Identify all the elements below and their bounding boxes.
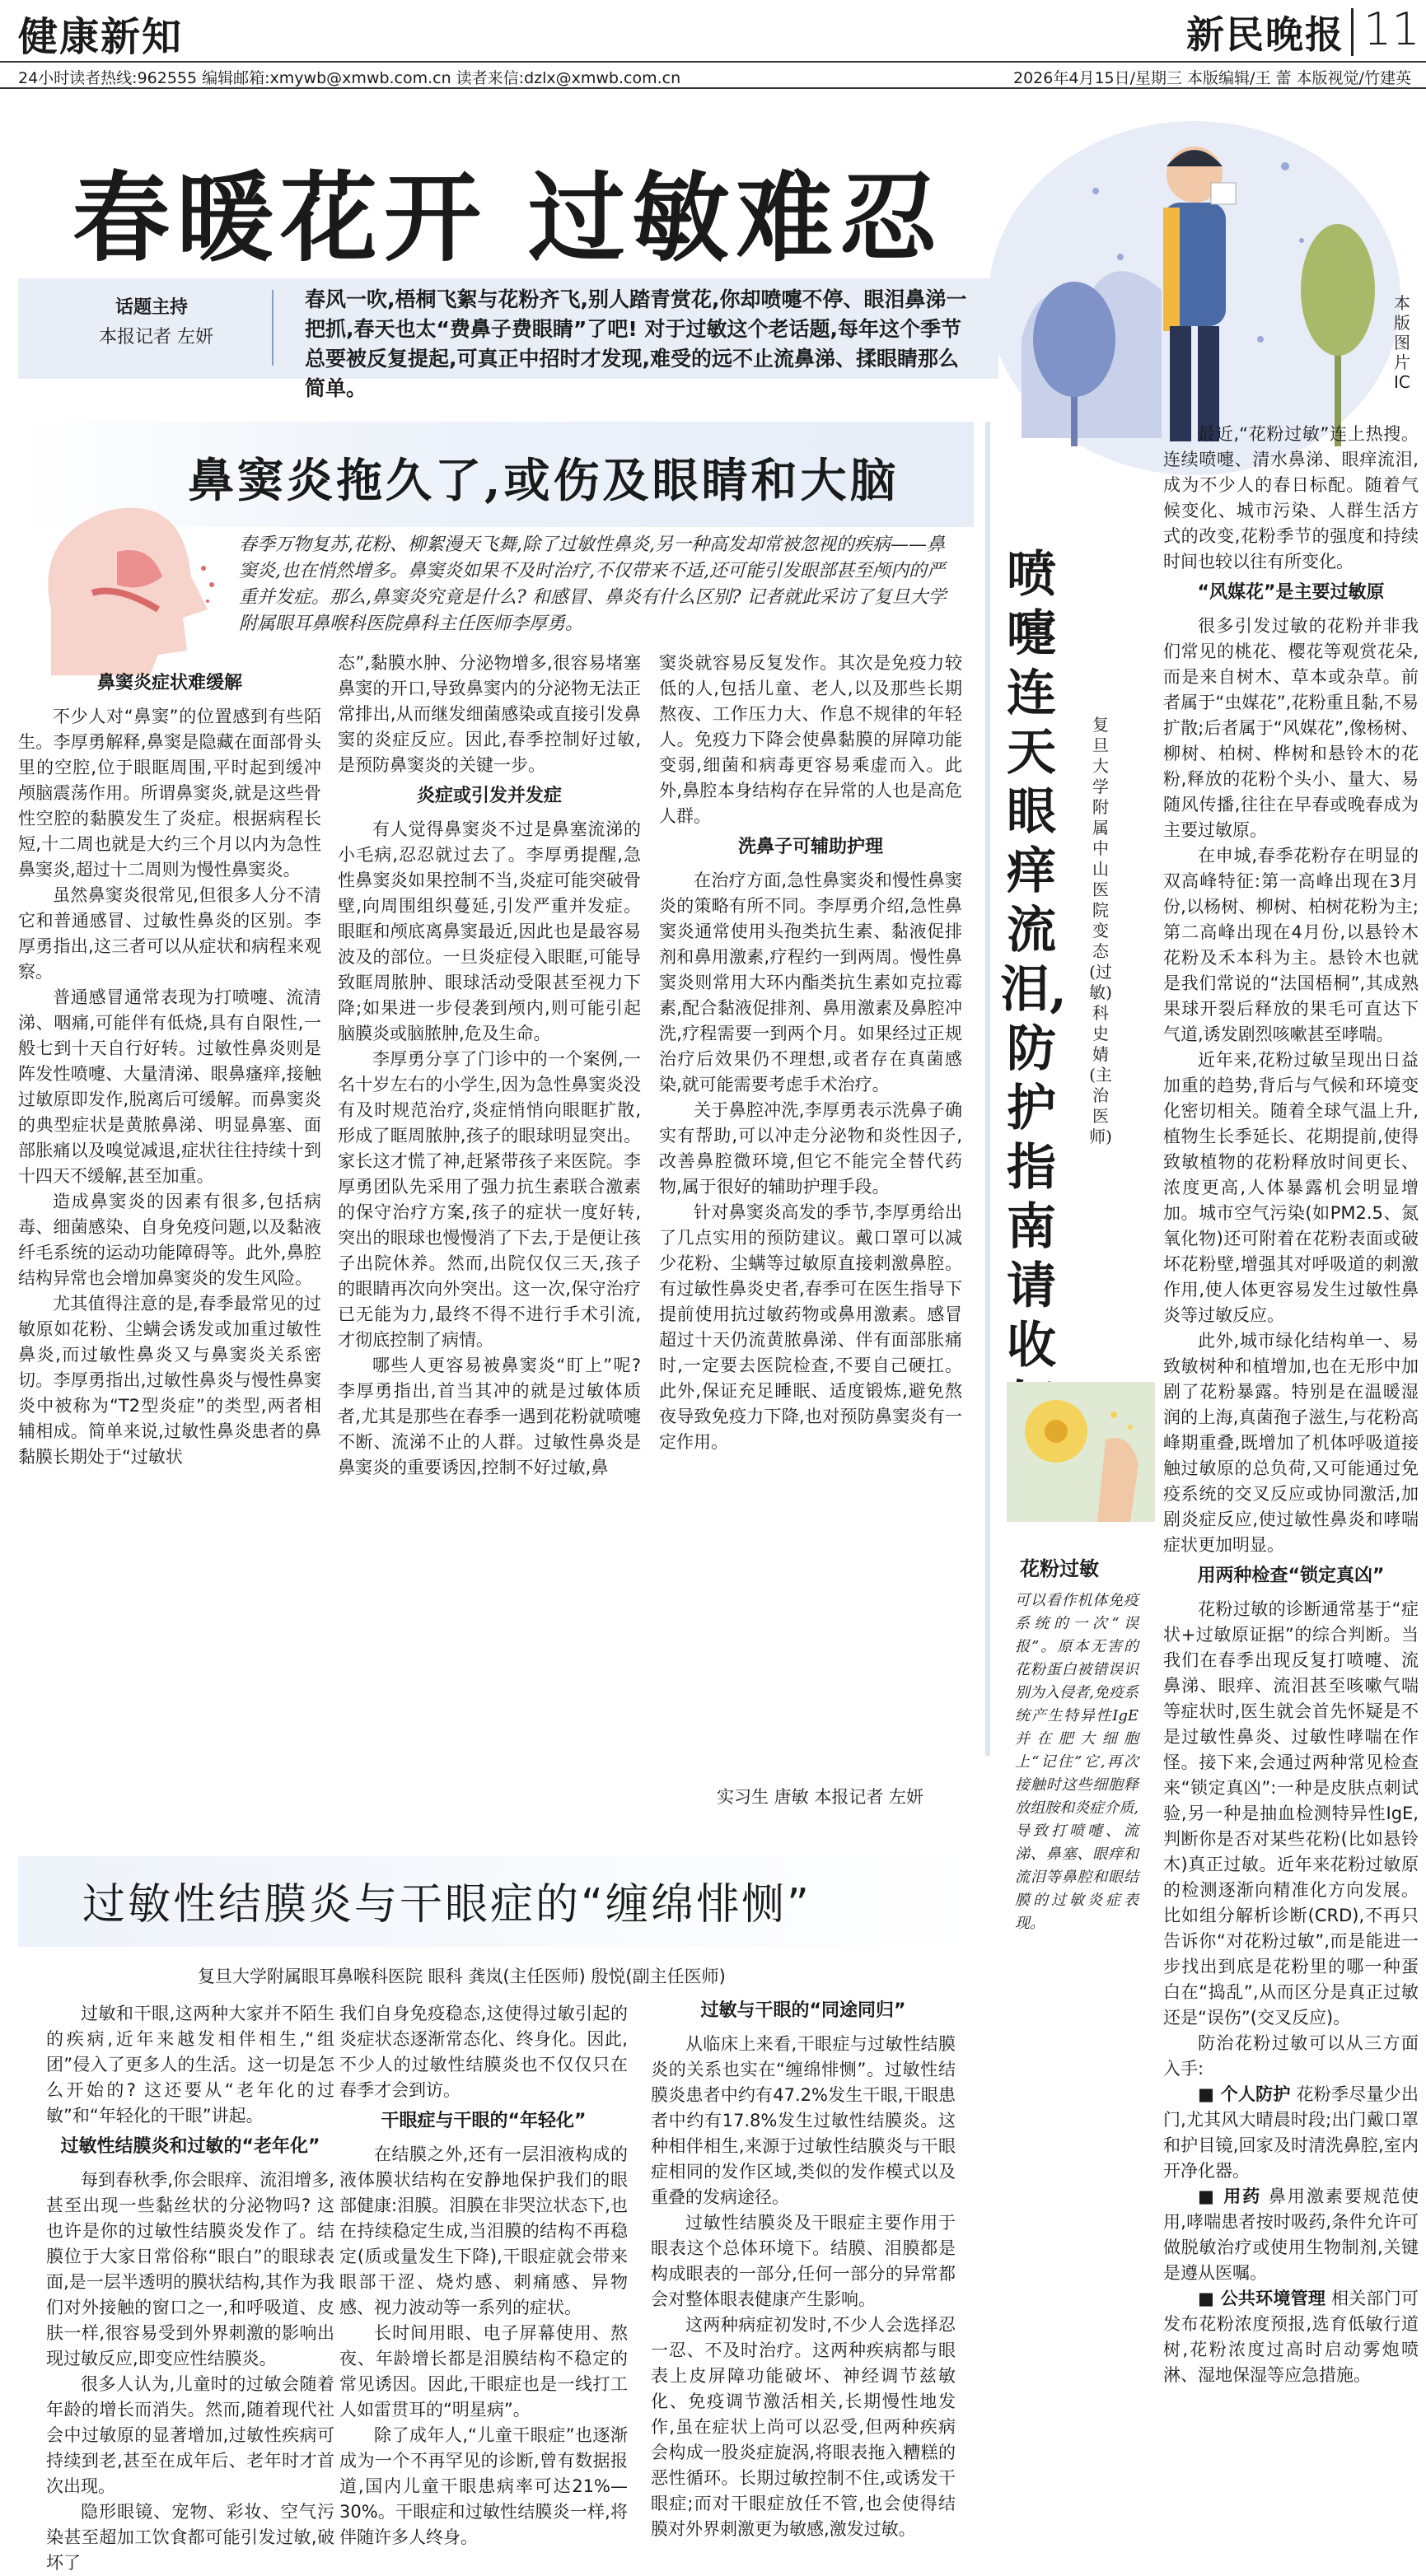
paragraph: 造成鼻窦炎的因素有很多,包括病毒、细菌感染、自身免疫问题,以及黏液纤毛系统的运动功能障碍等。此外,鼻腔结构异常也会增加鼻窦炎的发生风险。	[18, 1192, 321, 1288]
article1-lead: 春季万物复苏,花粉、柳絮漫天飞舞,除了过敏性鼻炎,另一种高发却常被忽视的疾病——鼻窦炎,也在悄然增多。鼻窦炎如果不及时治疗,不仅带来不适,还可能引发眼部甚至颅内的严重并发症。那么,鼻窦炎究竟是什么? 和感冒、鼻炎有什么区别? 记者就此采访了复旦大学附属眼耳鼻喉科医院鼻科主任医师李厚勇。	[239, 534, 947, 634]
article1-signature: 实习生 唐敏 本报记者 左妍	[717, 1787, 924, 1807]
right-article-body	[1163, 422, 1419, 2388]
article1-subheading-1: 鼻窦炎症状难缓解	[96, 673, 242, 693]
paragraph: 花粉过敏的诊断通常基于“症状+过敏原证据”的综合判断。当我们在春季出现反复打喷嚏、流鼻涕、眼痒、流泪甚至咳嗽气喘等症状时,医生就会首先怀疑是不是过敏性鼻炎、过敏性哮喘在作怪。接下来,会通过两种常见检查来“锁定真凶”:一种是皮肤点刺试验,另一种是抽血检测特异性IgE,判断你是否对某些花粉(比如悬铃木)真正过敏。近年来花粉过敏原的检测逐渐向精准化方向发展。比如组分解析诊断(CRD),不再只告诉你“对花粉过敏”,而是能进一步找出到底是花粉里的哪一种蛋白在“捣乱”,从而区分是真正过敏还是“误伤”(交叉反应)。	[1163, 1599, 1419, 2028]
header-divider	[1351, 8, 1354, 56]
right-column-band	[985, 422, 990, 1756]
bullet-text: 花粉季尽量少出门,尤其风大晴晨时段;出门戴口罩和护目镜,回家及时清洗鼻腔,室内开净化器。	[1163, 2084, 1419, 2181]
paragraph: 在治疗方面,急性鼻窦炎和慢性鼻窦炎的策略有所不同。李厚勇介绍,急性鼻窦炎通常使用头孢类抗生素、黏液促排剂和鼻用激素,疗程约一到两周。慢性鼻窦炎则常用大环内酯类抗生素如克拉霉素,配合黏液促排剂、鼻用激素及鼻腔冲洗,疗程需要一到两个月。如果经过正规治疗后效果仍不理想,或者存在真菌感染,就可能需要考虑手术治疗。	[659, 870, 962, 1094]
bullet-item: ■ 个人防护 花粉季尽量少出门,尤其风大晴晨时段;出门戴口罩和护目镜,回家及时清洗鼻腔,室内开净化器。	[1163, 2084, 1419, 2181]
article2-column-2	[339, 2001, 628, 2550]
section-title: 健康新知	[18, 14, 184, 60]
newspaper-name: 新民晚报	[1186, 12, 1344, 57]
article2-subheading-1: 过敏性结膜炎和过敏的“老年化”	[60, 2136, 320, 2157]
bullet-text: 相关部门可发布花粉浓度预报,选育低敏行道树,花粉浓度过高时启动雾炮喷淋、湿地保湿等应急措施。	[1163, 2289, 1419, 2385]
article2-byline: 复旦大学附属眼耳鼻喉科医院 眼科 龚岚(主任医师) 殷悦(副主任医师)	[198, 1967, 726, 1986]
paragraph: 除了成年人,“儿童干眼症”也逐渐成为一个不再罕见的诊断,曾有数据报道,国内儿童干眼患病率可达21%—30%。干眼症和过敏性结膜炎一样,将伴随许多人终身。	[339, 2425, 628, 2547]
paragraph: 窦炎就容易反复发作。其次是免疫力较低的人,包括儿童、老人,以及那些长期熬夜、工作压力大、作息不规律的年轻人。免疫力下降会使鼻黏膜的屏障功能变弱,细菌和病毒更容易乘虚而入。此外,鼻腔本身结构存在异常的人也是高危人群。	[659, 653, 962, 826]
right-subheading-2: 用两种检查“锁定真凶”	[1197, 1566, 1385, 1586]
bullet-text: 鼻用激素要规范使用,哮喘患者按时吸药,条件允许可做脱敏治疗或使用生物制剂,关键是遵从医嘱。	[1163, 2186, 1419, 2283]
article2-subheading-2: 干眼症与干眼的“年轻化”	[381, 2111, 587, 2131]
host-name: 本报记者 左妍	[99, 327, 213, 348]
right-article-author: 复旦大学附属中山医院 变态(过敏)科 史婧(主治医师)	[1089, 715, 1112, 1146]
host-label: 话题主持	[115, 297, 189, 318]
paragraph: 关于鼻腔冲洗,李厚勇表示洗鼻子确实有帮助,可以冲走分泌物和炎性因子,改善鼻腔微环境,但它不能完全替代药物,属于很好的辅助护理手段。	[659, 1100, 962, 1197]
article1-subheading-3: 洗鼻子可辅助护理	[737, 837, 883, 857]
article2-column-3	[651, 1993, 956, 2542]
right-subheading-1: “风媒花”是主要过敏原	[1197, 582, 1385, 603]
paragraph: 虽然鼻窦炎很常见,但很多人分不清它和普通感冒、过敏性鼻炎的区别。李厚勇指出,这三者可以从症状和病程来观察。	[18, 885, 321, 982]
header-rule-bottom	[0, 87, 1426, 89]
article1-column-1	[18, 665, 321, 1470]
paragraph: 过敏性结膜炎及干眼症主要作用于眼表这个总体环境下。结膜、泪膜都是构成眼表的一部分,任何一部分的异常都会对整体眼表健康产生影响。	[651, 2213, 956, 2309]
paragraph: 这两种病症初发时,不少人会选择忍一忍、不及时治疗。这两种疾病都与眼表上皮屏障功能破坏、神经调节兹敏化、免疫调节激活相关,长期慢性地发作,虽在症状上尚可以忍受,但两种疾病会构成一股炎症旋涡,将眼表拖入糟糕的恶性循环。长期过敏控制不住,或诱发干眼症;而对干眼症放任不管,也会使得结膜对外界刺激更为敏感,激发过敏。	[651, 2315, 956, 2539]
date-editors: 2026年4月15日/星期三 本版编辑/王 蕾 本版视觉/竹建英	[1013, 69, 1411, 87]
bullet-item: ■ 公共环境管理 相关部门可发布花粉浓度预报,选育低敏行道树,花粉浓度过高时启动雾炮喷淋、湿地保湿等应急措施。	[1163, 2289, 1419, 2385]
paragraph: 最近,“花粉过敏”连上热搜。连续喷嚏、清水鼻涕、眼痒流泪,成为不少人的春日标配。随着气候变化、城市污染、人群生活方式的改变,花粉季节的强度和持续时间也较以往有所变化。	[1163, 424, 1419, 572]
paragraph: 此外,城市绿化结构单一、易致敏树种和植增加,也在无形中加剧了花粉暴露。特别是在温暖湿润的上海,真菌孢子滋生,与花粉高峰期重叠,既增加了机体呼吸道接触过敏原的总负荷,又可能通过免疫系统的交叉反应或协同激活,加剧炎症反应,使过敏性鼻炎和哮喘症状更加明显。	[1163, 1331, 1419, 1555]
paragraph: 从临床上来看,干眼症与过敏性结膜炎的关系也实在“缠绵悱恻”。过敏性结膜炎患者中约有47.2%发生干眼,干眼患者中约有17.8%发生过敏性结膜炎。这种相伴相生,来源于过敏性结膜炎与干眼症相同的发作区域,类似的发作模式以及重叠的发病途径。	[651, 2034, 956, 2207]
article1-title: 鼻窦炎拖久了,或伤及眼睛和大脑	[188, 454, 900, 508]
intro-divider	[272, 290, 274, 366]
article2-subheading-3: 过敏与干眼的“同途同归”	[700, 2000, 906, 2021]
paragraph: 很多引发过敏的花粉并非我们常见的桃花、樱花等观赏花朵,而是来自树木、草本或杂草。前者属于“虫媒花”,花粉重且黏,不易扩散;后者属于“风媒花”,像杨树、柳树、柏树、桦树和悬铃木的花粉,释放的花粉个头小、量大、易随风传播,往往在早春或晚春成为主要过敏原。	[1163, 616, 1419, 840]
article1-subheading-2: 炎症或引发并发症	[416, 786, 562, 806]
bullet-label: 用药	[1223, 2186, 1262, 2206]
right-article-title: 喷嚏连天眼痒流泪,防护指南请收	[1000, 546, 1067, 1374]
paragraph: 过敏和干眼,这两种大家并不陌生的疾病,近年来越发相伴相生,“组团”侵入了更多人的生活。这一切是怎么开始的? 这还要从“老年化的过敏”和“年轻化的干眼”讲起。	[46, 2004, 334, 2126]
article1-column-3	[659, 651, 962, 1455]
bullet-label: 公共环境管理	[1220, 2289, 1326, 2308]
sidebar-title: 花粉过敏	[1020, 1557, 1099, 1580]
paragraph: 尤其值得注意的是,春季最常见的过敏原如花粉、尘螨会诱发或加重过敏性鼻炎,而过敏性鼻炎又与鼻窦炎关系密切。李厚勇指出,过敏性鼻炎与慢性鼻窦炎中被称为“T2型炎症”的类型,两者相辅相成。简单来说,过敏性鼻炎患者的鼻黏膜长期处于“过敏状	[18, 1294, 321, 1467]
paragraph: 很多人认为,儿童时的过敏会随着年龄的增长而消失。然而,随着现代社会中过敏原的显著增加,过敏性疾病可持续到老,甚至在成年后、老年时才首次出现。	[46, 2374, 334, 2496]
paragraph: 在申城,春季花粉存在明显的双高峰特征:第一高峰出现在3月份,以杨树、柳树、柏树花粉为主;第二高峰出现在4月份,以悬铃木花粉及禾本科为主。悬铃木也就是我们常说的“法国梧桐”,其成熟果球开裂后释放的果毛可直达下气道,诱发剧烈咳嗽甚至哮喘。	[1163, 846, 1419, 1044]
sidebar-text: 可以看作机体免疫系统的一次“误报”。原本无害的花粉蛋白被错误识别为入侵者,免疫系统产生特异性IgE并在肥大细胞上“记住”它,再次接触时这些细胞释放组胺和炎症介质,导致打喷嚏、流涕、鼻塞、眼痒和流泪等鼻腔和眼结膜的过敏炎症表现。	[1015, 1592, 1138, 1932]
illustration-credit: 本版图片 IC	[1394, 293, 1410, 392]
paragraph: 有人觉得鼻窦炎不过是鼻塞流涕的小毛病,忍忍就过去了。李厚勇提醒,急性鼻窦炎如果控制不当,炎症可能突破骨壁,向周围组织蔓延,引发严重并发症。眼眶和颅底离鼻窦最近,因此也是最容易波及的部位。一旦炎症侵入眼眶,可能导致眶周脓肿、眼球活动受限甚至视力下降;如果进一步侵袭到颅内,则可能引起脑膜炎或脑脓肿,危及生命。	[338, 819, 641, 1043]
reader-hotline: 24小时读者热线:962555 编辑邮箱:xmywb@xmwb.com.cn 读者来信:dzlx@xmwb.com.cn	[18, 69, 681, 87]
article2-title: 过敏性结膜炎与干眼症的“缠绵悱恻”	[82, 1880, 811, 1930]
intro-text: 春风一吹,梧桐飞絮与花粉齐飞,别人踏青赏花,你却喷嚏不停、眼泪鼻涕一把抓,春天也太“费鼻子费眼睛”了吧! 对于过敏这个老话题,每年这个季节总要被反复提起,可真正中招时才发现,难受的远不止流鼻涕、揉眼睛那么简单。	[305, 287, 967, 400]
article1-column-2	[338, 651, 641, 1481]
paragraph: 隐形眼镜、宠物、彩妆、空气污染甚至超加工饮食都可能引发过敏,破坏了	[46, 2502, 334, 2573]
paragraph: 李厚勇分享了门诊中的一个案例,一名十岁左右的小学生,因为急性鼻窦炎没有及时规范治疗,炎症悄悄向眼眶扩散,形成了眶周脓肿,孩子的眼球明显突出。家长这才慌了神,赶紧带孩子来医院。李厚勇团队先采用了强力抗生素联合激素的保守治疗方案,孩子的症状一度好转,突出的眼球也慢慢消了下去,于是便让孩子出院休养。然而,出院仅仅三天,孩子的眼睛再次向外突出。这一次,保守治疗已无能为力,最终不得不进行手术引流,才彻底控制了病情。	[338, 1049, 641, 1350]
paragraph: 每到春秋季,你会眼痒、流泪增多,甚至出现一些黏丝状的分泌物吗? 这也许是你的过敏性结膜炎发作了。结膜位于大家日常俗称“眼白”的眼球表面,是一层半透明的膜状结构,其作为我们对外接触的窗口之一,和呼吸道、皮肤一样,很容易受到外界刺激的影响出现过敏反应,即变应性结膜炎。	[46, 2170, 334, 2368]
nasal-anatomy-icon	[18, 486, 224, 675]
paragraph: 我们自身免疫稳态,这使得过敏引起的炎症状态逐渐常态化、终身化。因此,不少人的过敏性结膜炎也不仅仅只在春季才会到访。	[339, 2004, 628, 2100]
pollen-flower-photo	[1007, 1382, 1155, 1522]
page-headline: 春暖花开 过敏难忍	[72, 161, 944, 275]
paragraph: 近年来,花粉过敏呈现出日益加重的趋势,背后与气候和环境变化密切相关。随着全球气温上升,植物生长季延长、花期提前,使得致敏植物的花粉释放时间更长、浓度更高,人体暴露机会明显增加。城市空气污染(如PM2.5、氮氧化物)还可附着在花粉表面或破坏花粉壁,增强其对呼吸道的刺激作用,使人体更容易发生过敏性鼻炎等过敏反应。	[1163, 1050, 1419, 1325]
paragraph: 长时间用眼、电子屏幕使用、熬夜、年龄增长都是泪膜结构不稳定的常见诱因。因此,干眼症也是一线打工人如雷贯耳的“明星病”。	[339, 2323, 628, 2420]
header-rule	[0, 61, 1426, 63]
paragraph: 针对鼻窦炎高发的季节,李厚勇给出了几点实用的预防建议。戴口罩可以减少花粉、尘螨等过敏原直接刺激鼻腔。有过敏性鼻炎史者,春季可在医生指导下提前使用抗过敏药物或鼻用激素。感冒超过十天仍流黄脓鼻涕、伴有面部胀痛时,一定要去医院检查,不要自己硬扛。此外,保证充足睡眠、适度锻炼,避免熬夜导致免疫力下降,也对预防鼻窦炎有一定作用。	[659, 1202, 962, 1452]
bullet-label: 个人防护	[1220, 2084, 1291, 2104]
article2-column-1	[46, 2001, 334, 2576]
paragraph: 哪些人更容易被鼻窦炎“盯上”呢? 李厚勇指出,首当其冲的就是过敏体质者,尤其是那些在春季一遇到花粉就喷嚏不断、流涕不止的人群。过敏性鼻炎是鼻窦炎的重要诱因,控制不好过敏,鼻	[338, 1356, 641, 1477]
paragraph: 在结膜之外,还有一层泪液构成的液体膜状结构在安静地保护我们的眼部健康:泪膜。泪膜在非哭泣状态下,也在持续稳定生成,当泪膜的结构不再稳定(质或量发生下降),干眼症就会带来眼部干涩、烧灼感、刺痛感、异物感、视力波动等一系列的症状。	[339, 2144, 628, 2317]
page-number: 11	[1363, 3, 1420, 55]
paragraph: 防治花粉过敏可以从三方面入手:	[1163, 2033, 1419, 2079]
paragraph: 普通感冒通常表现为打喷嚏、流清涕、咽痛,可能伴有低烧,具有自限性,一般七到十天自行好转。过敏性鼻炎则是阵发性喷嚏、大量清涕、眼鼻瘙痒,接触过敏原即发作,脱离后可缓解。而鼻窦炎的典型症状是黄脓鼻涕、明显鼻塞、面部胀痛以及嗅觉减退,症状往往持续十到十四天不缓解,甚至加重。	[18, 987, 321, 1186]
bullet-item: ■ 用药 鼻用激素要规范使用,哮喘患者按时吸药,条件允许可做脱敏治疗或使用生物制剂,关键是遵从医嘱。	[1163, 2186, 1419, 2283]
paragraph: 不少人对“鼻窦”的位置感到有些陌生。李厚勇解释,鼻窦是隐藏在面部骨头里的空腔,位于眼眶周围,平时起到缓冲颅脑震荡作用。所谓鼻窦炎,就是这些骨性空腔的黏膜发生了炎症。根据病程长短,十二周也就是大约三个月以内为急性鼻窦炎,超过十二周则为慢性鼻窦炎。	[18, 707, 321, 880]
paragraph: 态”,黏膜水肿、分泌物增多,很容易堵塞鼻窦的开口,导致鼻窦内的分泌物无法正常排出,从而继发细菌感染或直接引发鼻窦的炎症反应。因此,春季控制好过敏,是预防鼻窦炎的关键一步。	[338, 653, 641, 775]
